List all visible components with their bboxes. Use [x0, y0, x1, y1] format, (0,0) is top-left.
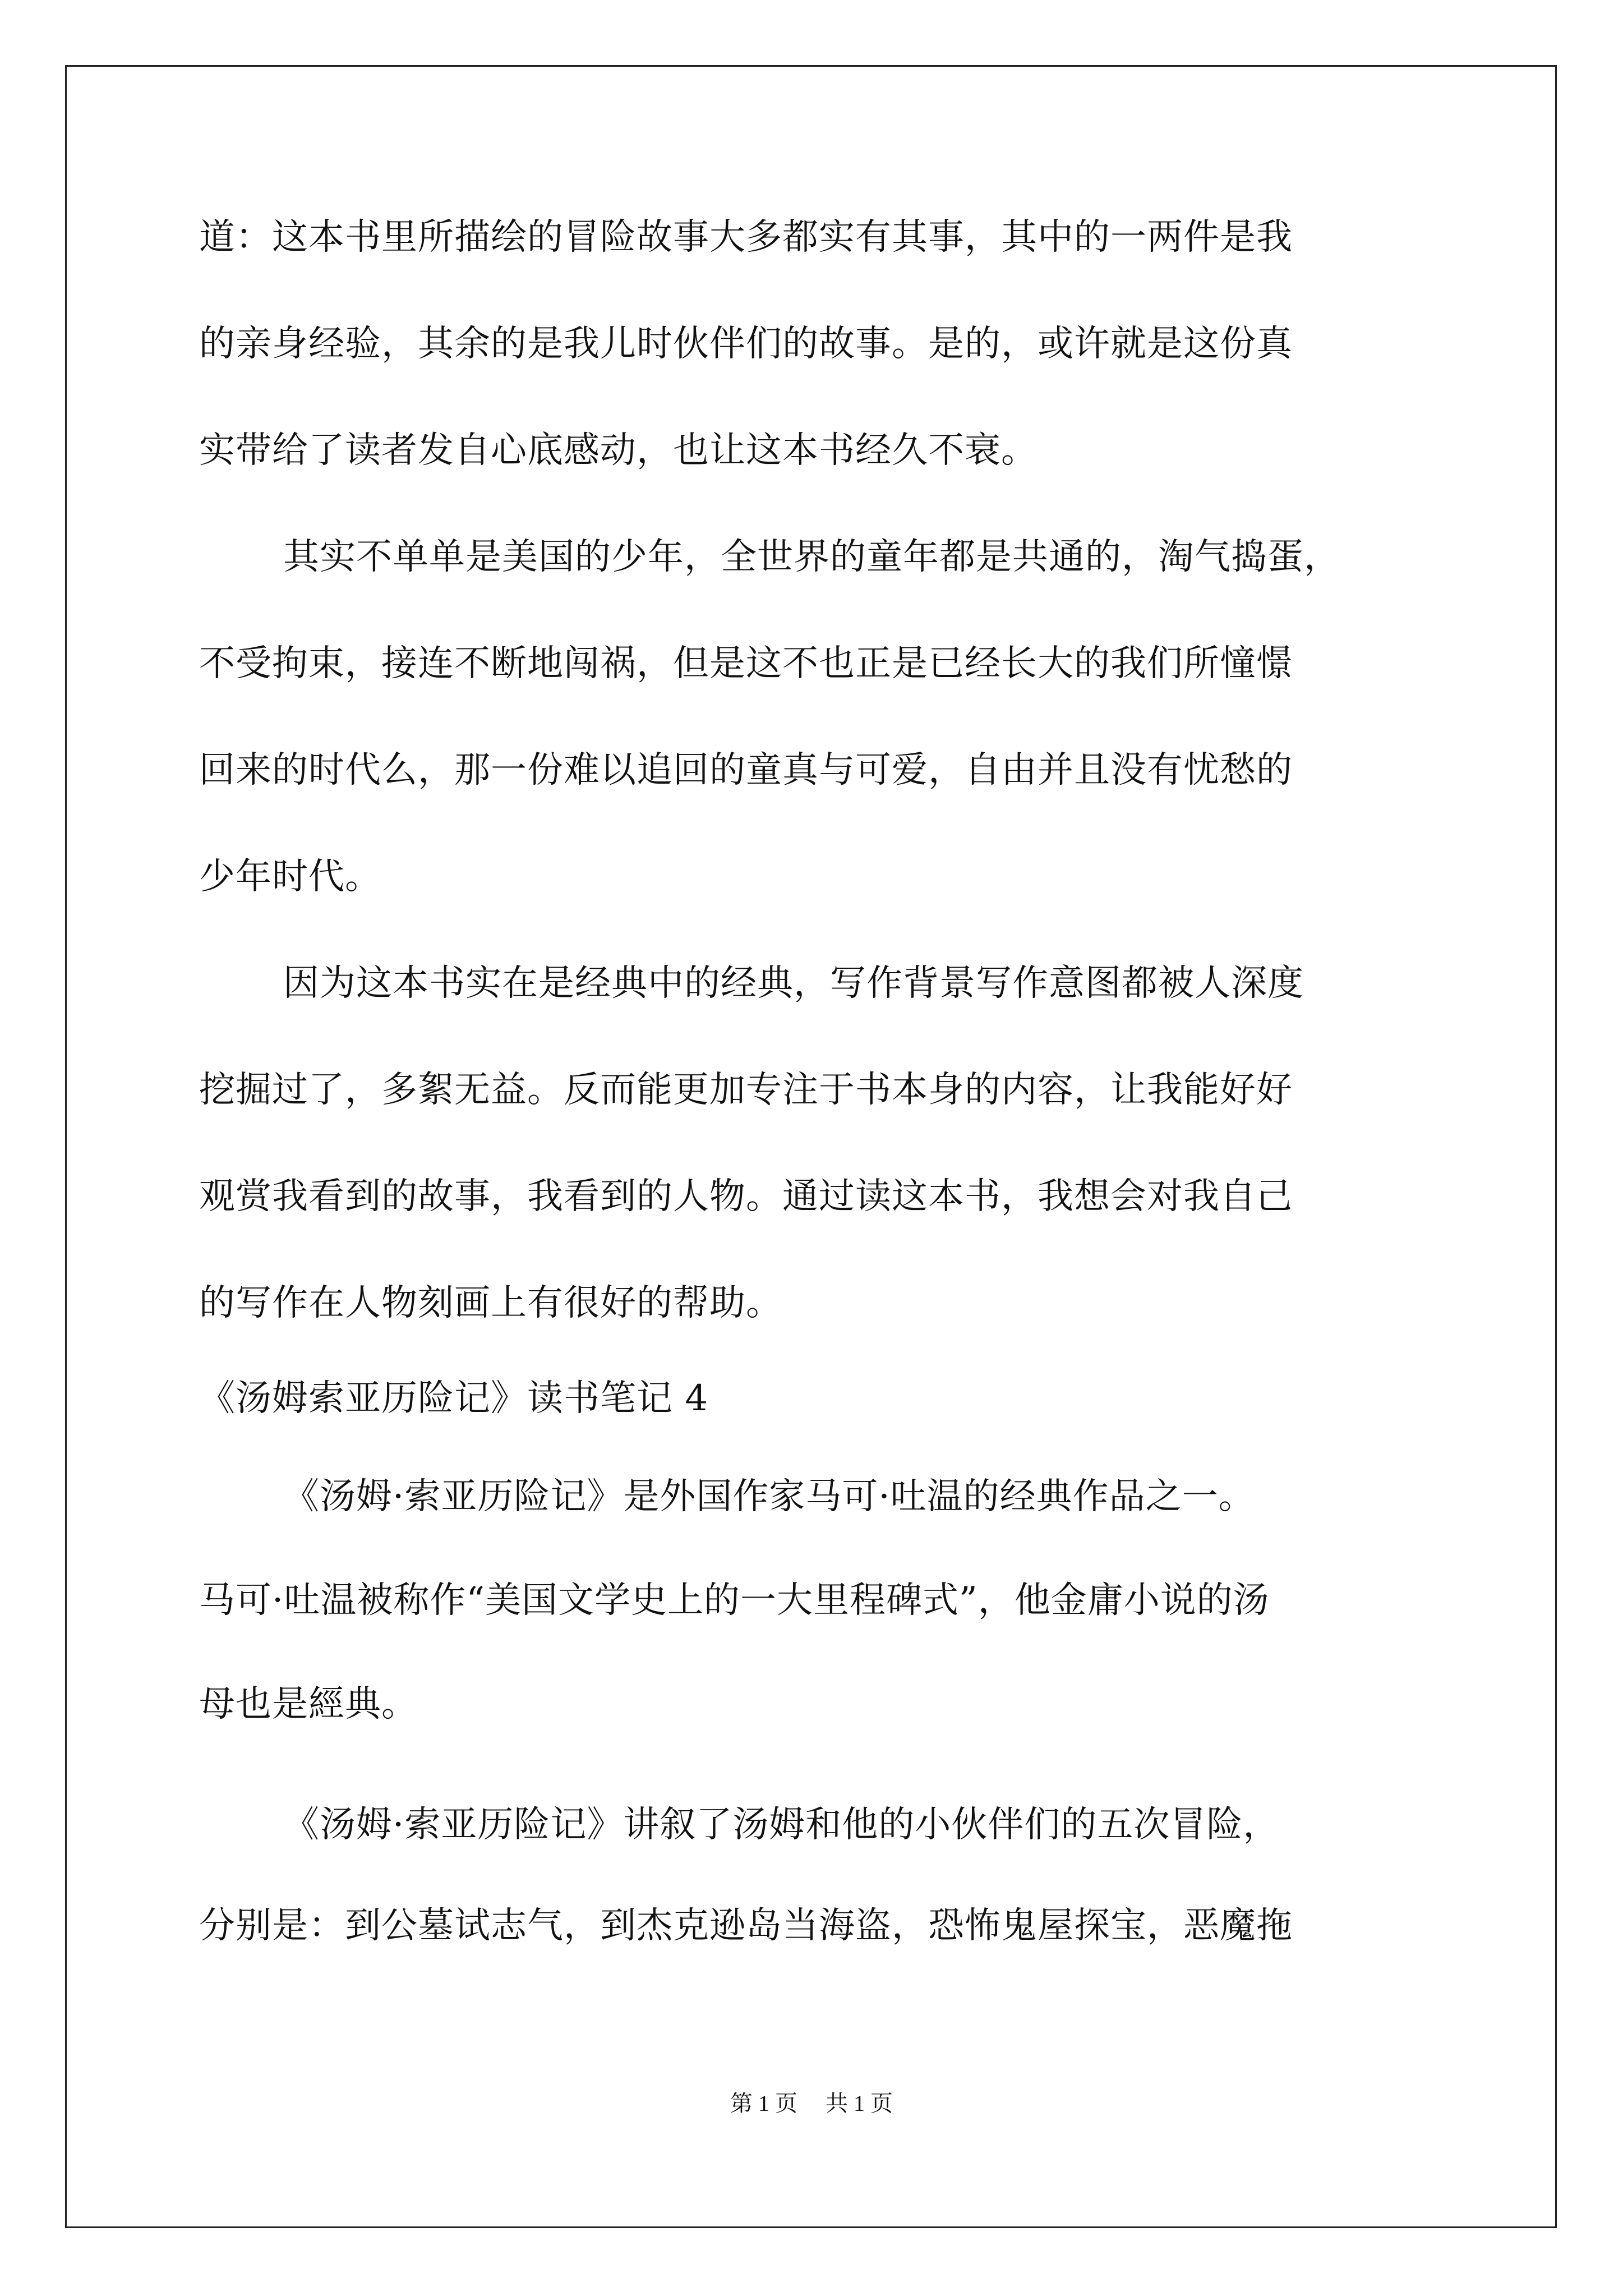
page-number: 第 1 页 — [730, 2091, 797, 2116]
text-line: 《汤姆·索亚历险记》是外国作家马可·吐温的经典作品之一。 — [283, 1476, 1255, 1517]
text-line: 道：这本书里所描绘的冒险故事大多都实有其事，其中的一两件是我 — [199, 217, 1293, 258]
text-line: 不受拘束，接连不断地闯祸，但是这不也正是已经长大的我们所憧憬 — [199, 643, 1293, 684]
section-heading: 《汤姆索亚历险记》读书笔记 4 — [199, 1378, 709, 1419]
text-line: 马可·吐温被称作“美国文学史上的一大里程碑式”，他金庸小说的汤 — [199, 1580, 1270, 1621]
text-line: 的写作在人物刻画上有很好的帮助。 — [199, 1282, 782, 1324]
page-footer — [0, 2087, 1623, 2120]
text-line: 少年时代。 — [199, 856, 381, 898]
text-line: 因为这本书实在是经典中的经典，写作背景写作意图都被人深度 — [283, 963, 1304, 1004]
text-line: 回来的时代么，那一份难以追回的童真与可爱，自由并且没有忧愁的 — [199, 749, 1293, 791]
text-line: 母也是經典。 — [199, 1683, 418, 1725]
page-total: 共 1 页 — [826, 2091, 893, 2116]
text-line: 分别是：到公墓试志气，到杰克逊岛当海盗，恐怖鬼屋探宝，恶魔拖 — [199, 1905, 1293, 1947]
text-line: 的亲身经验，其余的是我儿时伙伴们的故事。是的，或许就是这份真 — [199, 323, 1293, 365]
text-line: 观赏我看到的故事，我看到的人物。通过读这本书，我想会对我自己 — [199, 1176, 1293, 1217]
text-line: 实带给了读者发自心底感动，也让这本书经久不衰。 — [199, 430, 1038, 471]
text-line: 挖掘过了，多絮无益。反而能更加专注于书本身的内容，让我能好好 — [199, 1069, 1293, 1111]
text-line: 其实不单单是美国的少年，全世界的童年都是共通的，淘气捣蛋， — [283, 536, 1340, 578]
text-line: 《汤姆·索亚历险记》讲叙了汤姆和他的小伙伴们的五次冒险， — [283, 1804, 1280, 1846]
